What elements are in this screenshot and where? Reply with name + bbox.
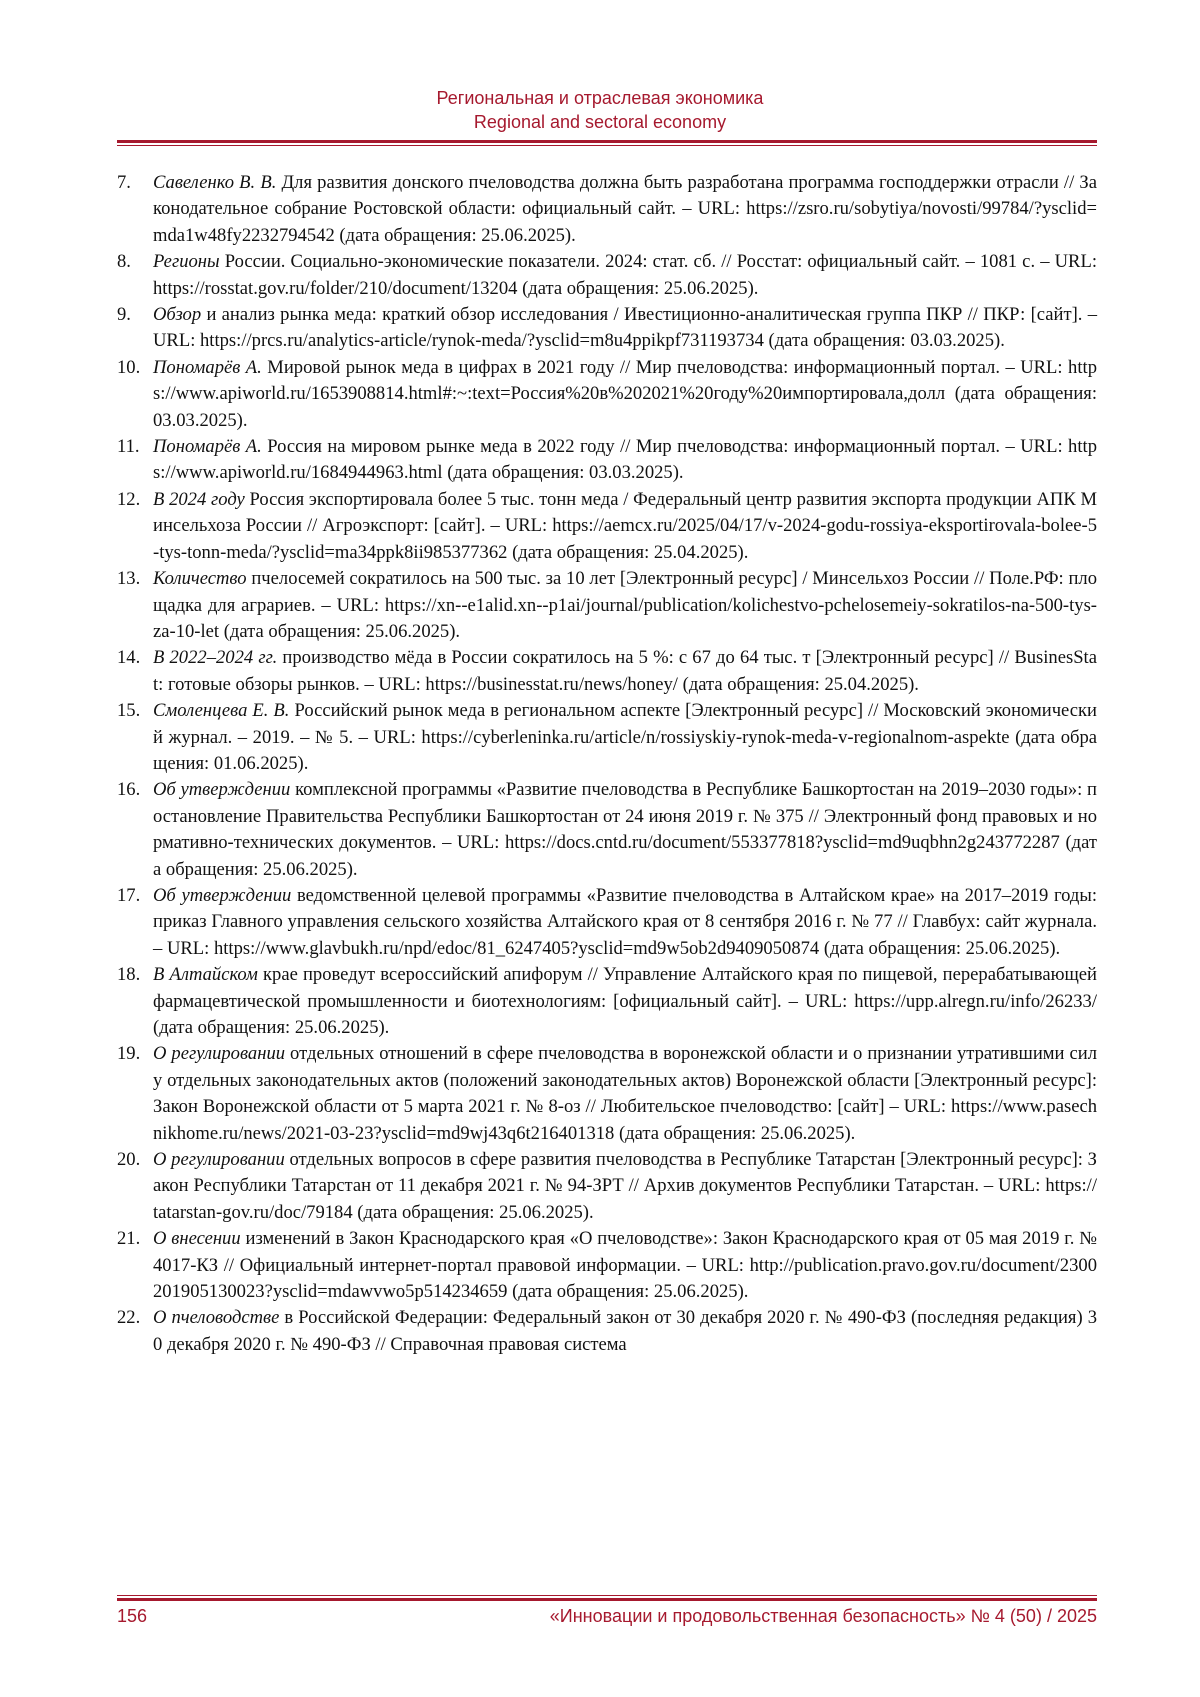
reference-lead: В 2024 году bbox=[153, 488, 245, 510]
reference-item bbox=[117, 487, 1097, 566]
page-number: 156 bbox=[117, 1606, 148, 1626]
header-title-ru: Региональная и отраслевая экономика bbox=[436, 88, 764, 108]
reference-text: отдельных вопросов в сфере развития пчеловодства в Республике Татарстан [Электронный ресурс]: Закон Республики Татарстан от 11 декабря 2021 г. № 94-ЗРТ // Архив документов Республики Татарстан. – URL: https://tatarstan-gov.ru/doc/79184 (дата обращения: 25.06.2025). bbox=[153, 1149, 1097, 1223]
reference-number: 15. bbox=[117, 700, 141, 722]
reference-lead: Регионы bbox=[153, 251, 220, 273]
reference-text: комплексной программы «Развитие пчеловодства в Республике Башкортостан на 2019–2030 годы»: постановление Правительства Республики Башкортостан от 24 июня 2019 г. № 375 // Электронный фонд правовых и нормативно-технических документов. – URL: https://docs.cntd.ru/document/553377818?ysclid=md9uqbhn2g243772287 (дата обращения: 25.06.2025). bbox=[153, 779, 1097, 880]
reference-text: России. Социально-экономические показатели. 2024: стат. сб. // Росстат: официальный сайт. – 1081 с. – URL: https://rosstat.gov.ru/folder/210/document/13204 (дата обращения: 25.06.2025). bbox=[153, 251, 1097, 299]
reference-item bbox=[117, 777, 1097, 883]
reference-text: Мировой рынок меда в цифрах в 2021 году // Мир пчеловодства: информационный портал. – URL: https://www.apiworld.ru/1653908814.html#:~:text=Россия%20в%202021%20году%20импортировала,долл (дата обращения: 03.03.2025). bbox=[153, 356, 1097, 431]
reference-item bbox=[117, 434, 1097, 487]
reference-text: в Российской Федерации: Федеральный закон от 30 декабря 2020 г. № 490-ФЗ (последняя редакция) 30 декабря 2020 г. № 490-ФЗ // Справочная правовая система bbox=[153, 1307, 1097, 1355]
reference-number: 10. bbox=[117, 356, 141, 378]
reference-text: и анализ рынка меда: краткий обзор исследования / Ивестиционно-аналитическая группа ПКР // ПКР: [сайт]. – URL: https://prcs.ru/analytics-article/rynok-meda/?ysclid=m8u4ppikpf731193734 (дата обращения: 03.03.2025). bbox=[153, 304, 1097, 352]
reference-text: ведомственной целевой программы «Развитие пчеловодства в Алтайском крае» на 2017–2019 годы: приказ Главного управления сельского хозяйства Алтайского края от 8 сентября 2016 г. № 77 // Главбух: сайт журнала. – URL: https://www.glavbukh.ru/npd/edoc/81_6247405?ysclid=md9w5ob2d9409050874 (дата обращения: 25.06.2025). bbox=[153, 884, 1098, 959]
reference-item bbox=[117, 355, 1097, 434]
reference-lead: Пономарёв А. bbox=[153, 356, 262, 378]
reference-lead: О регулировании bbox=[153, 1149, 285, 1171]
header-divider-thin bbox=[117, 145, 1097, 146]
reference-lead: О пчеловодстве bbox=[153, 1307, 280, 1329]
reference-lead: Обзор bbox=[153, 304, 202, 326]
reference-item bbox=[117, 302, 1097, 355]
reference-item bbox=[117, 1147, 1097, 1226]
reference-number: 22. bbox=[117, 1307, 141, 1329]
footer-divider-thin bbox=[117, 1595, 1097, 1596]
reference-lead: Количество bbox=[153, 568, 247, 590]
reference-number: 14. bbox=[117, 647, 141, 669]
reference-lead: Об утверждении bbox=[153, 884, 292, 906]
reference-text: Российский рынок меда в региональном аспекте [Электронный ресурс] // Московский экономический журнал. – 2019. – № 5. – URL: https://cyberleninka.ru/article/n/rossiyskiy-rynok-meda-v-regionalnom-aspekte (дата обращения: 01.06.2025). bbox=[153, 700, 1098, 774]
reference-number: 20. bbox=[117, 1149, 141, 1171]
footer-divider bbox=[117, 1598, 1097, 1601]
reference-lead: Об утверждении bbox=[153, 779, 291, 801]
running-header bbox=[0, 86, 1200, 134]
reference-number: 13. bbox=[117, 568, 141, 590]
journal-title: «Инновации и продовольственная безопасность» № 4 (50) / 2025 bbox=[549, 1606, 1097, 1626]
reference-number: 19. bbox=[117, 1043, 141, 1065]
reference-text: изменений в Закон Краснодарского края «О пчеловодстве»: Закон Краснодарского края от 05 мая 2019 г. № 4017-КЗ // Официальный интернет-портал правовой информации. – URL: http://publication.pravo.gov.ru/document/2300201905130023?ysclid=mdawvwo5p514234659 (дата обращения: 25.06.2025). bbox=[153, 1228, 1097, 1303]
reference-number: 11. bbox=[117, 436, 140, 458]
reference-text: отдельных отношений в сфере пчеловодства в воронежской области и о признании утратившими силу отдельных законодательных актов (положений законодательных актов) Воронежской области [Электронный ресурс]: Закон Воронежской области от 5 марта 2021 г. № 8-оз // Любительское пчеловодство: [сайт] – URL: https://www.pasechnikhome.ru/news/2021-03-23?ysclid=md9wj43q6t216401318 (дата обращения: 25.06.2025). bbox=[153, 1043, 1097, 1144]
reference-lead: В Алтайском bbox=[153, 964, 258, 986]
reference-lead: О внесении bbox=[153, 1228, 241, 1250]
reference-number: 8. bbox=[117, 251, 131, 273]
reference-text: пчелосемей сократилось на 500 тыс. за 10 лет [Электронный ресурс] / Минсельхоз России // Поле.РФ: площадка для аграриев. – URL: https://xn--e1alid.xn--p1ai/journal/publication/kolichestvo-pchelosemeiy-sokratilos-na-500-tys-za-10-let (дата обращения: 25.06.2025). bbox=[153, 568, 1098, 642]
reference-number: 18. bbox=[117, 964, 141, 986]
reference-list bbox=[117, 170, 1097, 1358]
reference-number: 7. bbox=[117, 172, 131, 193]
reference-text: Россия на мировом рынке меда в 2022 году // Мир пчеловодства: информационный портал. – URL: https://www.apiworld.ru/1684944963.html (дата обращения: 03.03.2025). bbox=[153, 436, 1097, 484]
reference-lead: О регулировании bbox=[153, 1043, 286, 1065]
reference-item bbox=[117, 1041, 1097, 1147]
reference-text: Для развития донского пчеловодства должна быть разработана программа господдержки отрасли // Законодательное собрание Ростовской области: официальный сайт. – URL: https://zsro.ru/sobytiya/novosti/99784/?ysclid=mda1w48fy2232794542 (дата обращения: 25.06.2025). bbox=[153, 172, 1097, 246]
reference-item bbox=[117, 1226, 1097, 1305]
reference-item bbox=[117, 883, 1097, 962]
reference-number: 21. bbox=[117, 1228, 141, 1250]
reference-number: 16. bbox=[117, 779, 141, 801]
reference-lead: Савеленко В. В. bbox=[153, 172, 277, 193]
reference-lead: Смоленцева Е. В. bbox=[153, 700, 290, 722]
reference-number: 9. bbox=[117, 304, 131, 326]
reference-item bbox=[117, 962, 1097, 1041]
reference-number: 12. bbox=[117, 488, 141, 510]
reference-text: производство мёда в России сократилось на 5 %: с 67 до 64 тыс. т [Электронный ресурс] // BusinesStat: готовые обзоры рынков. – URL: https://businesstat.ru/news/honey/ (дата обращения: 25.04.2025). bbox=[153, 647, 1097, 695]
header-divider bbox=[117, 140, 1097, 143]
reference-item bbox=[117, 249, 1097, 302]
reference-text: Россия экспортировала более 5 тыс. тонн меда / Федеральный центр развития экспорта продукции АПК Минсельхоза России // Агроэкспорт: [сайт]. – URL: https://aemcx.ru/2025/04/17/v-2024-godu-rossiya-eksportirovala-bolee-5-tys-tonn-meda/?ysclid=ma34ppk8ii985377362 (дата обращения: 25.04.2025). bbox=[153, 488, 1097, 563]
reference-lead: Пономарёв А. bbox=[153, 436, 262, 458]
reference-lead: В 2022–2024 гг. bbox=[153, 647, 278, 669]
reference-item bbox=[117, 698, 1097, 777]
reference-text: крае проведут всероссийский апифорум // Управление Алтайского края по пищевой, перерабатывающей фармацевтической промышленности и биотехнологиям: [официальный сайт]. – URL: https://upp.alregn.ru/info/26233/ (дата обращения: 25.06.2025). bbox=[153, 964, 1097, 1038]
reference-item bbox=[117, 170, 1097, 249]
reference-number: 17. bbox=[117, 884, 141, 906]
reference-item bbox=[117, 645, 1097, 698]
reference-item bbox=[117, 566, 1097, 645]
header-title-en: Regional and sectoral economy bbox=[473, 112, 727, 132]
reference-item bbox=[117, 1305, 1097, 1358]
